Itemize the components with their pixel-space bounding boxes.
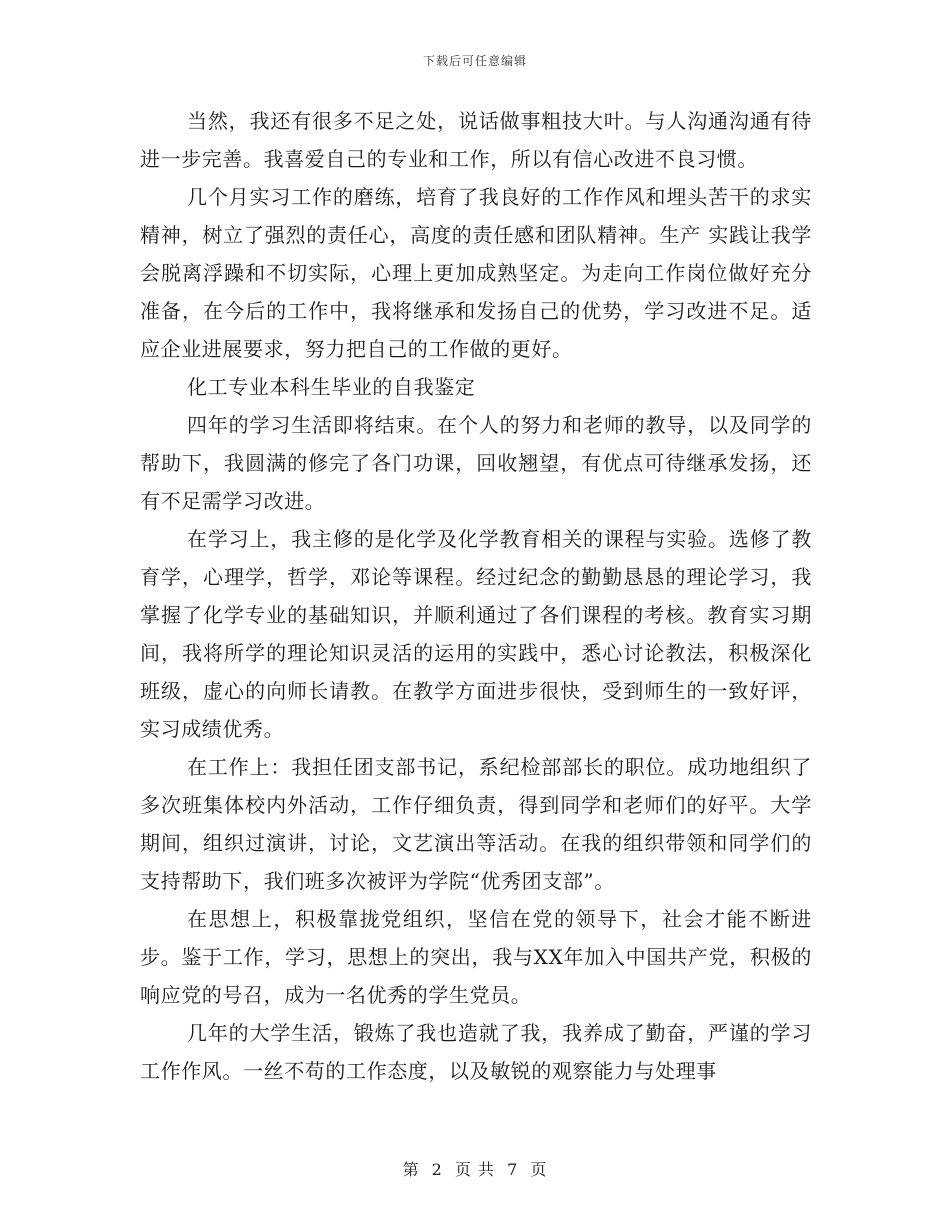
current-page-number: 2 bbox=[431, 1160, 443, 1179]
footer-middle: 页 共 bbox=[454, 1160, 496, 1179]
paragraph: 在工作上：我担任团支部书记，系纪检部部长的职位。成功地组织了多次班集体校内外活动，工作仔细负责，得到同学和老师们的好平。大学期间，组织过演讲，讨论，文艺演出等活动。在我的组织带领和同学们的支持帮助下，我们班多次被评为学院“优秀团支部”。 bbox=[140, 755, 812, 893]
paragraph: 几年的大学生活，锻炼了我也造就了我，我养成了勤奋，严谨的学习工作作风。一丝不苟的工作态度，以及敏锐的观察能力与处理事 bbox=[140, 1021, 812, 1083]
page-footer bbox=[0, 1157, 950, 1180]
document-body bbox=[140, 102, 812, 1090]
section-heading: 化工专业本科生毕业的自我鉴定 bbox=[187, 375, 476, 399]
paragraph: 在思想上，积极靠拢党组织，坚信在党的领导下，社会才能不断进步。鉴于工作，学习，思想上的突出，我与XX年加入中国共产党，积极的响应党的号召，成为一名优秀的学生党员。 bbox=[140, 907, 812, 1007]
paragraph: 当然，我还有很多不足之处，说话做事粗技大叶。与人沟通沟通有待进一步完善。我喜爱自己的专业和工作，所以有信心改进不良习惯。 bbox=[140, 109, 812, 171]
paragraph: 几个月实习工作的磨练，培育了我良好的工作作风和埋头苦干的求实精神，树立了强烈的责任心，高度的责任感和团队精神。生产 实践让我学会脱离浮躁和不切实际，心理上更加成熟坚定。为走向工作岗位做好充分准备，在今后的工作中，我将继承和发扬自己的优势，学习改进不足。适应企业进展要求，努力把自己的工作做的更好。 bbox=[140, 185, 812, 361]
footer-suffix: 页 bbox=[530, 1160, 548, 1179]
header-note: 下载后可任意编辑 bbox=[422, 54, 527, 68]
paragraph: 四年的学习生活即将结束。在个人的努力和老师的教导，以及同学的帮助下，我圆满的修完了各门功课，回收翘望，有优点可待继承发扬，还有不足需学习改进。 bbox=[140, 413, 812, 513]
footer-prefix: 第 bbox=[402, 1160, 420, 1179]
paragraph: 在学习上，我主修的是化学及化学教育相关的课程与实验。选修了教育学，心理学，哲学，邓论等课程。经过纪念的勤勤恳恳的理论学习，我掌握了化学专业的基础知识，并顺利通过了各们课程的考核。教育实习期间，我将所学的理论知识灵活的运用的实践中，悉心讨论教法，积极深化班级，虚心的向师长请教。在教学方面进步很快，受到师生的一致好评，实习成绩优秀。 bbox=[140, 527, 812, 741]
total-pages-number: 7 bbox=[507, 1160, 519, 1179]
